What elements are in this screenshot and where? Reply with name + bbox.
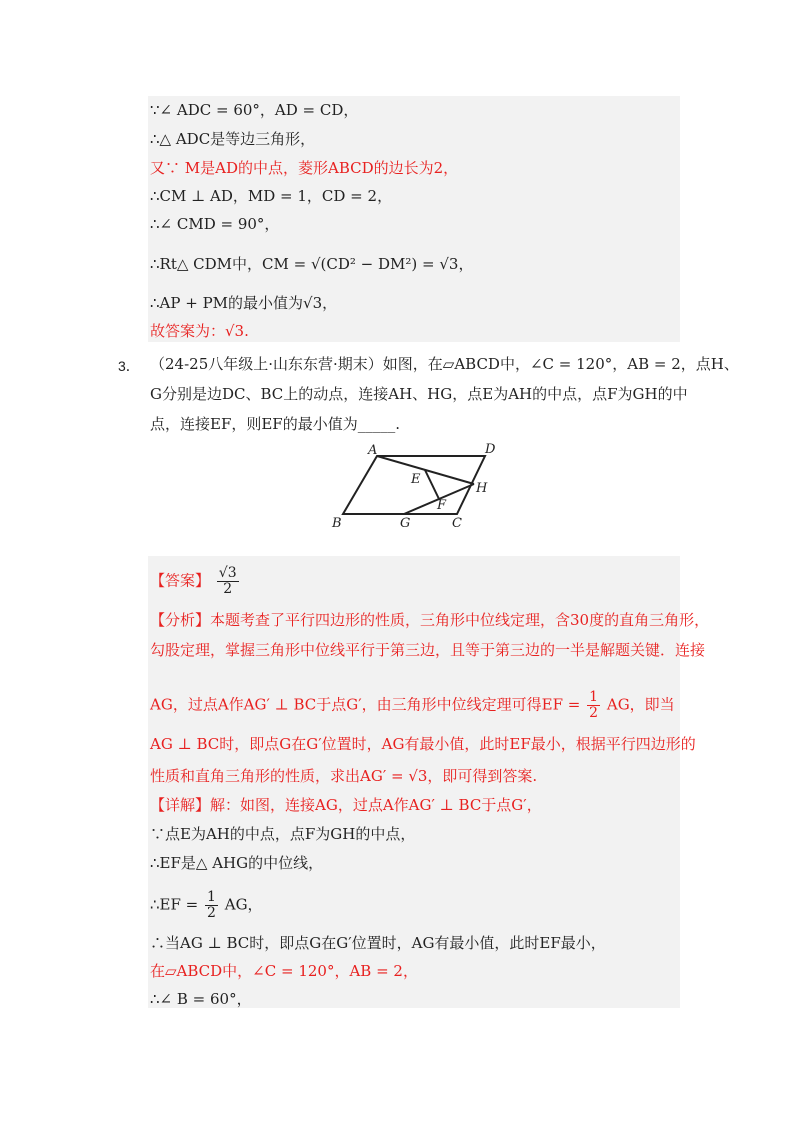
detail-line: ∵点E为AH的中点，点F为GH的中点， bbox=[150, 825, 416, 843]
label-E: E bbox=[411, 472, 421, 487]
detail-line: ∴EF是△ AHG的中位线， bbox=[150, 854, 324, 872]
label-A: A bbox=[368, 443, 378, 458]
solution-line: ∴Rt△ CDM中，CM = √(CD² − DM²) = √3， bbox=[150, 255, 474, 273]
label-B: B bbox=[332, 516, 342, 531]
solution-line: 故答案为：√3. bbox=[150, 322, 249, 340]
answer-fraction: $\frac{√3}{2}$ bbox=[218, 565, 237, 597]
question-text: G分别是边DC、BC上的动点，连接AH、HG，点E为AH的中点，点F为GH的中 bbox=[150, 385, 688, 403]
analysis-label: 【分析】 bbox=[150, 611, 211, 629]
label-F: F bbox=[437, 498, 447, 513]
analysis-line: AG，过点A作AG′ ⊥ BC于点G′，由三角形中位线定理可得EF = $\frac{1}{2}$ AG，即当 bbox=[150, 689, 675, 721]
analysis-line: AG ⊥ BC时，即点G在G′位置时，AG有最小值，此时EF最小，根据平行四边形的 bbox=[150, 735, 696, 753]
solution-line: 又∵ M是AD的中点，菱形ABCD的边长为2， bbox=[150, 159, 459, 177]
question-text: （24-25八年级上·山东东营·期末）如图，在▱ABCD中，∠C = 120°，AB = 2，点H、 bbox=[150, 355, 739, 373]
answer-label: 【答案】 bbox=[150, 571, 211, 590]
solution-line: ∵∠ ADC = 60°，AD = CD， bbox=[150, 101, 359, 119]
label-H: H bbox=[476, 481, 488, 496]
half-fraction: $\frac{1}{2}$ bbox=[589, 689, 599, 721]
label-G: G bbox=[400, 516, 411, 531]
solution-line: ∴△ ADC是等边三角形， bbox=[150, 130, 316, 148]
detail-line: 【详解】解：如图，连接AG，过点A作AG′ ⊥ BC于点G′， bbox=[150, 796, 542, 814]
detail-line: ∴当AG ⊥ BC时，即点G在G′位置时，AG有最小值，此时EF最小， bbox=[150, 934, 606, 952]
solution-line: ∴AP + PM的最小值为√3， bbox=[150, 294, 338, 312]
detail-line: 在▱ABCD中，∠C = 120°，AB = 2， bbox=[150, 962, 418, 980]
half-fraction: $\frac{1}{2}$ bbox=[207, 889, 216, 921]
analysis-line: 性质和直角三角形的性质，求出AG′ = √3，即可得到答案. bbox=[150, 767, 538, 785]
label-D: D bbox=[485, 442, 496, 457]
solution-line: ∴∠ CMD = 90°， bbox=[150, 215, 280, 233]
detail-label: 【详解】 bbox=[150, 796, 211, 814]
solution-line: ∴CM ⊥ AD，MD = 1，CD = 2， bbox=[150, 187, 393, 205]
analysis-line: 【分析】本题考查了平行四边形的性质，三角形中位线定理，含30度的直角三角形， bbox=[150, 611, 710, 629]
question-number: 3． bbox=[118, 358, 140, 374]
detail-line: ∴EF = $\frac{1}{2}$ AG， bbox=[150, 889, 263, 921]
detail-line: ∴∠ B = 60°， bbox=[150, 990, 252, 1008]
label-C: C bbox=[452, 516, 462, 531]
answer-line bbox=[150, 566, 241, 597]
question-text: 点，连接EF，则EF的最小值为_____. bbox=[150, 415, 400, 433]
analysis-line: 勾股定理，掌握三角形中位线平行于第三边，且等于第三边的一半是解题关键．连接 bbox=[150, 641, 706, 659]
